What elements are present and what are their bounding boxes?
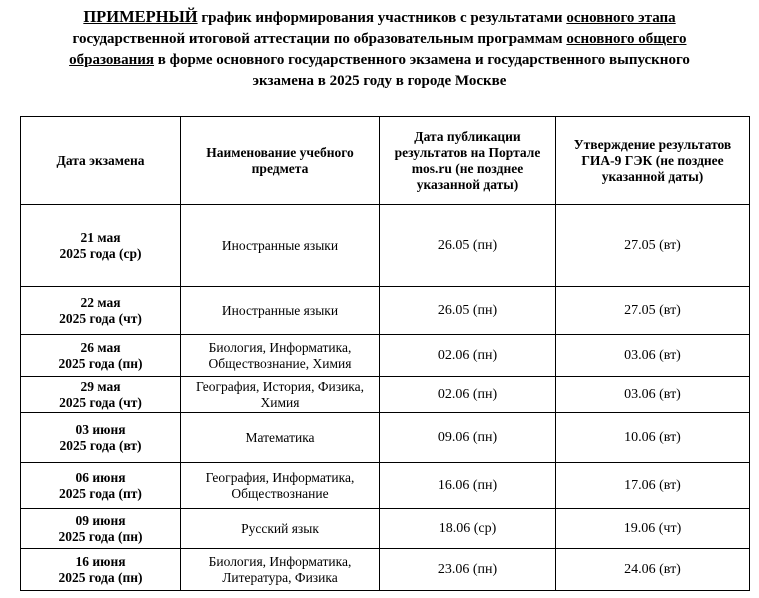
approval-date-cell: 24.06 (вт) bbox=[556, 549, 750, 591]
header-exam-date: Дата экзамена bbox=[21, 117, 181, 205]
subject-cell: География, История, Физика, Химия bbox=[181, 377, 380, 413]
publish-date-cell: 26.05 (пн) bbox=[380, 287, 556, 335]
title-underlined: образования bbox=[69, 52, 155, 68]
approval-date-cell: 03.06 (вт) bbox=[556, 377, 750, 413]
title-underlined: основного этапа bbox=[566, 10, 676, 26]
title-line-4 bbox=[0, 71, 759, 92]
exam-date-cell bbox=[21, 335, 181, 377]
exam-date-cell bbox=[21, 549, 181, 591]
exam-date-year: 2025 года (чт) bbox=[59, 394, 142, 410]
table-row bbox=[21, 287, 750, 335]
table-row bbox=[21, 205, 750, 287]
exam-date-day: 29 мая bbox=[80, 378, 121, 394]
publish-date-cell: 16.06 (пн) bbox=[380, 463, 556, 509]
table-row bbox=[21, 335, 750, 377]
exam-date-year: 2025 года (чт) bbox=[59, 310, 142, 326]
publish-date-cell: 26.05 (пн) bbox=[380, 205, 556, 287]
subject-cell: Иностранные языки bbox=[181, 205, 380, 287]
exam-date-year: 2025 года (ср) bbox=[59, 245, 142, 261]
publish-date-cell: 02.06 (пн) bbox=[380, 377, 556, 413]
header-subject: Наименование учебного предмета bbox=[181, 117, 380, 205]
header-publish-date: Дата публикации результатов на Портале mos.ru (не позднее указанной даты) bbox=[380, 117, 556, 205]
title-underlined: основного общего bbox=[566, 31, 687, 47]
exam-date-cell bbox=[21, 287, 181, 335]
publish-date-cell: 02.06 (пн) bbox=[380, 335, 556, 377]
title-line-2 bbox=[0, 29, 759, 50]
approval-date-cell: 27.05 (вт) bbox=[556, 287, 750, 335]
header-row bbox=[21, 117, 750, 205]
exam-date-cell bbox=[21, 509, 181, 549]
exam-date-day: 26 мая bbox=[80, 339, 121, 355]
title-text: график информирования участников с результатами bbox=[197, 10, 567, 26]
exam-date-year: 2025 года (пн) bbox=[58, 355, 143, 371]
exam-date-year: 2025 года (вт) bbox=[59, 437, 142, 453]
publish-date-cell: 09.06 (пн) bbox=[380, 413, 556, 463]
publish-date-cell: 18.06 (ср) bbox=[380, 509, 556, 549]
table-row bbox=[21, 413, 750, 463]
approval-date-cell: 03.06 (вт) bbox=[556, 335, 750, 377]
exam-date-day: 06 июня bbox=[75, 469, 126, 485]
exam-date-cell bbox=[21, 463, 181, 509]
approval-date-cell: 27.05 (вт) bbox=[556, 205, 750, 287]
title-line-3 bbox=[0, 50, 759, 71]
subject-cell: Биология, Информатика, Обществознание, Химия bbox=[181, 335, 380, 377]
subject-cell: География, Информатика, Обществознание bbox=[181, 463, 380, 509]
table-row bbox=[21, 377, 750, 413]
exam-date-cell bbox=[21, 205, 181, 287]
subject-cell: Русский язык bbox=[181, 509, 380, 549]
exam-date-day: 21 мая bbox=[80, 229, 121, 245]
subject-cell: Биология, Информатика, Литература, Физика bbox=[181, 549, 380, 591]
table-row bbox=[21, 549, 750, 591]
exam-date-year: 2025 года (пн) bbox=[58, 569, 143, 585]
subject-cell: Иностранные языки bbox=[181, 287, 380, 335]
subject-cell: Математика bbox=[181, 413, 380, 463]
title-text: экзамена в 2025 году в городе Москве bbox=[252, 73, 507, 89]
approval-date-cell: 10.06 (вт) bbox=[556, 413, 750, 463]
schedule-table bbox=[20, 116, 750, 591]
title-line-1 bbox=[0, 6, 759, 29]
title-text: в форме основного государственного экзамена и государственного выпускного bbox=[154, 52, 690, 68]
title-text: государственной итоговой аттестации по образовательным программам bbox=[72, 31, 567, 47]
table-row bbox=[21, 463, 750, 509]
exam-date-year: 2025 года (пт) bbox=[59, 485, 142, 501]
table-row bbox=[21, 509, 750, 549]
exam-date-day: 03 июня bbox=[75, 421, 126, 437]
publish-date-cell: 23.06 (пн) bbox=[380, 549, 556, 591]
approval-date-cell: 17.06 (вт) bbox=[556, 463, 750, 509]
exam-date-day: 16 июня bbox=[75, 553, 126, 569]
exam-date-cell bbox=[21, 377, 181, 413]
exam-date-year: 2025 года (пн) bbox=[58, 528, 143, 544]
exam-date-cell bbox=[21, 413, 181, 463]
approval-date-cell: 19.06 (чт) bbox=[556, 509, 750, 549]
title-emphasis: ПРИМЕРНЫЙ bbox=[83, 7, 198, 26]
exam-date-day: 09 июня bbox=[75, 512, 126, 528]
document-title bbox=[0, 6, 759, 92]
header-approval: Утверждение результатов ГИА-9 ГЭК (не позднее указанной даты) bbox=[556, 117, 750, 205]
exam-date-day: 22 мая bbox=[80, 294, 121, 310]
